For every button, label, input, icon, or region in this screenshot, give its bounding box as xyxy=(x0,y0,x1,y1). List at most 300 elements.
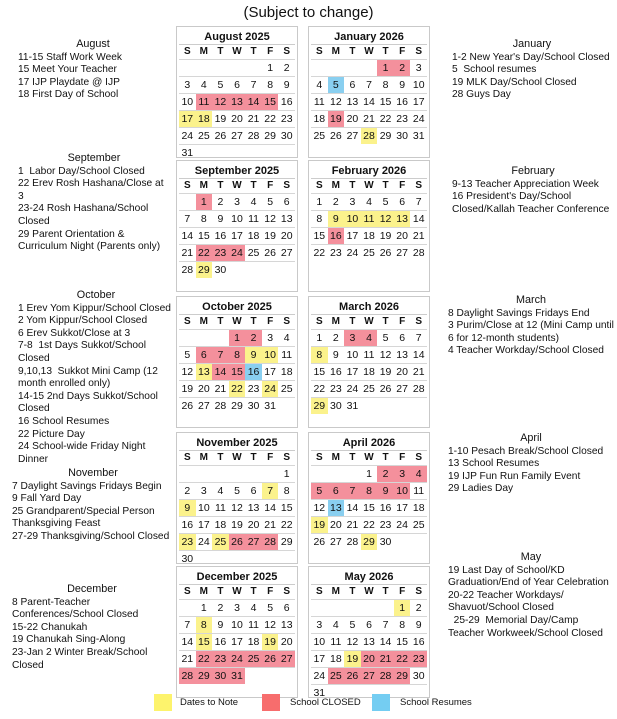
day-cell: 14 xyxy=(212,363,229,380)
weekday-label: W xyxy=(229,450,246,465)
calendar-title: April 2026 xyxy=(342,437,396,449)
day-cell: 16 xyxy=(328,227,345,244)
day-cell: 13 xyxy=(196,363,213,380)
day-cell: 25 xyxy=(328,667,345,684)
day-cell: 7 xyxy=(179,210,196,227)
notes-line: 11-15 Staff Work Week xyxy=(18,51,122,63)
notes-line: 7 Daylight Savings Fridays Begin xyxy=(12,480,162,492)
empty-day-cell xyxy=(179,599,196,616)
empty-day-cell xyxy=(262,550,279,567)
notes-april xyxy=(448,432,614,496)
day-cell: 27 xyxy=(245,533,262,550)
day-cell: 13 xyxy=(229,93,246,110)
day-cell: 10 xyxy=(179,93,196,110)
day-cell: 30 xyxy=(245,397,262,414)
weekday-label: M xyxy=(196,584,213,599)
day-cell: 10 xyxy=(344,346,361,363)
weekday-header xyxy=(311,450,427,465)
day-cell: 8 xyxy=(196,616,213,633)
day-cell: 10 xyxy=(344,210,361,227)
day-cell: 5 xyxy=(344,616,361,633)
day-cell: 27 xyxy=(196,397,213,414)
day-cell: 21 xyxy=(212,380,229,397)
day-cell: 13 xyxy=(394,210,411,227)
empty-day-cell xyxy=(344,59,361,76)
day-grid xyxy=(311,599,427,701)
day-grid xyxy=(311,193,427,261)
weekday-label: T xyxy=(377,314,394,329)
day-cell: 17 xyxy=(394,499,411,516)
day-cell: 21 xyxy=(410,363,427,380)
day-cell: 11 xyxy=(212,499,229,516)
legend-swatch-closed xyxy=(262,694,280,711)
day-cell: 31 xyxy=(229,667,246,684)
weekday-label: W xyxy=(229,178,246,193)
weekday-label: S xyxy=(278,44,295,59)
day-cell: 11 xyxy=(245,616,262,633)
day-cell: 17 xyxy=(179,110,196,127)
day-cell: 15 xyxy=(394,633,411,650)
day-cell: 12 xyxy=(311,499,328,516)
day-cell: 20 xyxy=(394,363,411,380)
weekday-label: M xyxy=(196,450,213,465)
day-cell: 26 xyxy=(328,127,345,144)
weekday-label: T xyxy=(344,584,361,599)
day-cell: 22 xyxy=(311,380,328,397)
weekday-label: S xyxy=(179,584,196,599)
day-cell: 2 xyxy=(278,59,295,76)
day-cell: 15 xyxy=(377,93,394,110)
empty-day-cell xyxy=(229,465,246,482)
notes-month-title: December xyxy=(67,583,117,595)
empty-day-cell xyxy=(361,59,378,76)
day-cell: 18 xyxy=(212,516,229,533)
weekday-label: S xyxy=(179,44,196,59)
weekday-label: S xyxy=(311,584,328,599)
day-cell: 4 xyxy=(361,193,378,210)
calendar-title: January 2026 xyxy=(334,31,404,43)
day-cell: 28 xyxy=(344,533,361,550)
weekday-label: M xyxy=(328,314,345,329)
day-cell: 26 xyxy=(262,244,279,261)
day-cell: 12 xyxy=(377,210,394,227)
day-cell: 13 xyxy=(278,616,295,633)
weekday-label: T xyxy=(245,178,262,193)
weekday-header xyxy=(311,44,427,59)
weekday-label: S xyxy=(311,178,328,193)
day-cell: 19 xyxy=(262,633,279,650)
notes-line: 19 Chanukah Sing-Along xyxy=(12,634,126,646)
weekday-label: W xyxy=(229,584,246,599)
day-cell: 27 xyxy=(229,127,246,144)
empty-day-cell xyxy=(278,397,295,414)
day-cell: 20 xyxy=(361,650,378,667)
day-cell: 20 xyxy=(229,110,246,127)
day-cell: 28 xyxy=(179,261,196,278)
weekday-label: S xyxy=(179,178,196,193)
day-cell: 5 xyxy=(262,193,279,210)
day-cell: 1 xyxy=(196,193,213,210)
day-cell: 27 xyxy=(394,244,411,261)
notes-may xyxy=(448,551,614,640)
weekday-label: F xyxy=(262,178,279,193)
weekday-label: T xyxy=(245,450,262,465)
empty-day-cell xyxy=(394,397,411,414)
weekday-label: T xyxy=(377,44,394,59)
day-cell: 22 xyxy=(196,244,213,261)
day-cell: 25 xyxy=(278,380,295,397)
day-cell: 15 xyxy=(229,363,246,380)
day-cell: 8 xyxy=(361,482,378,499)
legend-label-resumes: School Resumes xyxy=(400,697,472,708)
day-cell: 26 xyxy=(377,244,394,261)
day-cell: 20 xyxy=(344,110,361,127)
empty-day-cell xyxy=(311,599,328,616)
day-cell: 15 xyxy=(311,363,328,380)
day-cell: 27 xyxy=(278,650,295,667)
notes-line: 16 School Resumes xyxy=(18,415,110,427)
day-cell: 25 xyxy=(410,516,427,533)
day-cell: 31 xyxy=(410,127,427,144)
notes-line: 28 Guys Day xyxy=(452,89,511,101)
day-cell: 7 xyxy=(262,482,279,499)
empty-day-cell xyxy=(229,550,246,567)
empty-day-cell xyxy=(262,144,279,161)
day-grid xyxy=(179,599,295,684)
day-cell: 20 xyxy=(196,380,213,397)
weekday-label: T xyxy=(377,178,394,193)
weekday-label: S xyxy=(278,178,295,193)
day-cell: 17 xyxy=(344,227,361,244)
day-cell: 14 xyxy=(179,633,196,650)
empty-day-cell xyxy=(196,59,213,76)
day-cell: 6 xyxy=(278,599,295,616)
day-cell: 1 xyxy=(262,59,279,76)
empty-day-cell xyxy=(229,144,246,161)
empty-day-cell xyxy=(311,465,328,482)
day-cell: 2 xyxy=(377,465,394,482)
day-cell: 24 xyxy=(179,127,196,144)
day-cell: 16 xyxy=(245,363,262,380)
day-cell: 8 xyxy=(311,210,328,227)
day-grid xyxy=(311,329,427,414)
day-cell: 25 xyxy=(245,650,262,667)
weekday-label: T xyxy=(377,450,394,465)
day-cell: 11 xyxy=(328,633,345,650)
day-cell: 13 xyxy=(394,346,411,363)
notes-line: 22 Picture Day xyxy=(18,428,85,440)
weekday-label: S xyxy=(311,44,328,59)
calendar-title: August 2025 xyxy=(204,31,270,43)
day-cell: 4 xyxy=(410,465,427,482)
day-cell: 26 xyxy=(212,127,229,144)
day-cell: 8 xyxy=(196,210,213,227)
day-cell: 18 xyxy=(410,499,427,516)
calendar-november-2025 xyxy=(176,432,298,564)
day-cell: 12 xyxy=(262,210,279,227)
empty-day-cell xyxy=(410,397,427,414)
weekday-label: T xyxy=(212,44,229,59)
calendar-january-2026 xyxy=(308,26,430,158)
empty-day-cell xyxy=(212,550,229,567)
notes-line: 17 IJP Playdate @ IJP xyxy=(18,76,120,88)
day-cell: 4 xyxy=(245,599,262,616)
day-cell: 24 xyxy=(196,533,213,550)
day-cell: 18 xyxy=(278,363,295,380)
weekday-header xyxy=(179,584,295,599)
weekday-label: T xyxy=(245,44,262,59)
day-cell: 7 xyxy=(377,616,394,633)
weekday-label: W xyxy=(361,450,378,465)
day-cell: 11 xyxy=(311,93,328,110)
day-cell: 4 xyxy=(196,76,213,93)
notes-line: 19 Last Day of School/KD Graduation/End of Year Celebration xyxy=(448,564,609,589)
day-cell: 9 xyxy=(278,76,295,93)
notes-line: 29 Ladies Day xyxy=(448,483,514,495)
day-cell: 24 xyxy=(311,667,328,684)
day-cell: 12 xyxy=(262,616,279,633)
day-cell: 21 xyxy=(262,516,279,533)
day-grid xyxy=(311,465,427,550)
day-cell: 1 xyxy=(311,193,328,210)
day-cell: 28 xyxy=(179,667,196,684)
day-cell: 9 xyxy=(245,346,262,363)
weekday-label: S xyxy=(278,314,295,329)
day-cell: 15 xyxy=(196,227,213,244)
day-cell: 12 xyxy=(229,499,246,516)
day-cell: 28 xyxy=(262,533,279,550)
empty-day-cell xyxy=(229,59,246,76)
day-cell: 18 xyxy=(361,363,378,380)
day-cell: 6 xyxy=(394,193,411,210)
day-cell: 5 xyxy=(262,599,279,616)
day-cell: 2 xyxy=(328,329,345,346)
empty-day-cell xyxy=(377,397,394,414)
notes-december xyxy=(12,583,172,672)
notes-january xyxy=(452,38,612,102)
empty-day-cell xyxy=(361,599,378,616)
empty-day-cell xyxy=(245,144,262,161)
weekday-label: S xyxy=(179,314,196,329)
weekday-label: M xyxy=(328,44,345,59)
calendar-title: December 2025 xyxy=(196,571,278,583)
day-cell: 14 xyxy=(179,227,196,244)
notes-line: 18 First Day of School xyxy=(18,89,119,101)
empty-day-cell xyxy=(245,261,262,278)
day-cell: 17 xyxy=(311,650,328,667)
day-cell: 2 xyxy=(212,193,229,210)
day-cell: 23 xyxy=(245,380,262,397)
weekday-label: F xyxy=(262,584,279,599)
day-cell: 1 xyxy=(311,329,328,346)
day-cell: 30 xyxy=(179,550,196,567)
day-cell: 16 xyxy=(328,363,345,380)
day-cell: 10 xyxy=(410,76,427,93)
day-cell: 29 xyxy=(394,667,411,684)
notes-line: 9,10,13 Sukkot Mini Camp (12 month enrolled only) xyxy=(18,365,161,390)
empty-day-cell xyxy=(328,465,345,482)
day-cell: 17 xyxy=(410,93,427,110)
notes-line: 8 Parent-Teacher Conferences/School Closed xyxy=(12,596,139,621)
notes-october xyxy=(18,289,174,466)
day-cell: 13 xyxy=(245,499,262,516)
weekday-label: T xyxy=(344,178,361,193)
weekday-label: M xyxy=(196,314,213,329)
day-cell: 14 xyxy=(262,499,279,516)
weekday-label: F xyxy=(262,314,279,329)
weekday-label: T xyxy=(212,178,229,193)
day-grid xyxy=(311,59,427,144)
day-cell: 9 xyxy=(179,499,196,516)
day-cell: 3 xyxy=(410,59,427,76)
day-cell: 15 xyxy=(278,499,295,516)
weekday-label: S xyxy=(278,584,295,599)
day-cell: 20 xyxy=(245,516,262,533)
day-cell: 21 xyxy=(361,110,378,127)
notes-line: 15-22 Chanukah xyxy=(12,621,88,633)
empty-day-cell xyxy=(212,329,229,346)
day-cell: 31 xyxy=(311,684,328,701)
empty-day-cell xyxy=(278,144,295,161)
notes-line: 22 Erev Rosh Hashana/Close at 3 xyxy=(18,178,167,202)
day-cell: 19 xyxy=(311,516,328,533)
day-cell: 17 xyxy=(262,363,279,380)
empty-day-cell xyxy=(179,193,196,210)
day-cell: 18 xyxy=(361,227,378,244)
day-cell: 24 xyxy=(262,380,279,397)
calendar-may-2026 xyxy=(308,566,430,698)
day-cell: 28 xyxy=(410,244,427,261)
day-cell: 8 xyxy=(311,346,328,363)
day-cell: 10 xyxy=(229,210,246,227)
page-subtitle: (Subject to change) xyxy=(243,4,374,21)
day-cell: 18 xyxy=(311,110,328,127)
day-cell: 3 xyxy=(394,465,411,482)
day-cell: 29 xyxy=(262,127,279,144)
notes-line: 1-2 New Year's Day/School Closed xyxy=(452,51,610,63)
day-cell: 10 xyxy=(196,499,213,516)
day-cell: 19 xyxy=(377,363,394,380)
weekday-label: W xyxy=(229,44,246,59)
notes-line: 19 IJP Fun Run Family Event xyxy=(448,470,581,482)
day-cell: 19 xyxy=(344,650,361,667)
day-cell: 7 xyxy=(410,193,427,210)
day-cell: 9 xyxy=(410,616,427,633)
day-cell: 26 xyxy=(311,533,328,550)
day-cell: 8 xyxy=(377,76,394,93)
day-cell: 11 xyxy=(410,482,427,499)
notes-march xyxy=(448,294,617,358)
notes-month-title: May xyxy=(520,551,542,563)
weekday-label: S xyxy=(278,450,295,465)
calendar-title: September 2025 xyxy=(194,165,280,177)
day-cell: 26 xyxy=(377,380,394,397)
notes-line: 16 President's Day/School Closed/Kallah Teacher Conference xyxy=(452,191,610,215)
day-cell: 15 xyxy=(262,93,279,110)
empty-day-cell xyxy=(196,329,213,346)
weekday-label: T xyxy=(344,450,361,465)
empty-day-cell xyxy=(410,533,427,550)
day-cell: 7 xyxy=(212,346,229,363)
day-cell: 3 xyxy=(262,329,279,346)
day-cell: 24 xyxy=(229,650,246,667)
day-cell: 6 xyxy=(229,76,246,93)
day-cell: 28 xyxy=(361,127,378,144)
notes-month-title: April xyxy=(520,432,542,444)
empty-day-cell xyxy=(245,465,262,482)
day-cell: 25 xyxy=(361,380,378,397)
weekday-label: S xyxy=(410,178,427,193)
day-cell: 14 xyxy=(377,633,394,650)
day-cell: 30 xyxy=(212,667,229,684)
day-cell: 1 xyxy=(196,599,213,616)
day-cell: 16 xyxy=(377,499,394,516)
calendar-december-2025 xyxy=(176,566,298,698)
day-cell: 23 xyxy=(278,110,295,127)
day-cell: 10 xyxy=(229,616,246,633)
day-cell: 31 xyxy=(179,144,196,161)
day-cell: 14 xyxy=(344,499,361,516)
day-cell: 23 xyxy=(410,650,427,667)
day-cell: 3 xyxy=(179,76,196,93)
day-cell: 29 xyxy=(377,127,394,144)
empty-day-cell xyxy=(262,667,279,684)
weekday-label: W xyxy=(229,314,246,329)
day-cell: 3 xyxy=(229,193,246,210)
weekday-label: F xyxy=(394,314,411,329)
day-grid xyxy=(179,465,295,567)
day-cell: 7 xyxy=(179,616,196,633)
day-cell: 22 xyxy=(311,244,328,261)
notes-line: 1 Labor Day/School Closed xyxy=(18,165,145,177)
day-cell: 4 xyxy=(278,329,295,346)
day-cell: 29 xyxy=(278,533,295,550)
day-cell: 11 xyxy=(196,93,213,110)
day-cell: 12 xyxy=(344,633,361,650)
day-cell: 17 xyxy=(229,633,246,650)
day-cell: 27 xyxy=(361,667,378,684)
day-cell: 1 xyxy=(278,465,295,482)
day-cell: 20 xyxy=(328,516,345,533)
weekday-header xyxy=(179,44,295,59)
notes-line: 13 School Resumes xyxy=(448,458,540,470)
weekday-label: T xyxy=(212,584,229,599)
empty-day-cell xyxy=(196,550,213,567)
day-cell: 25 xyxy=(311,127,328,144)
day-grid xyxy=(179,59,295,161)
calendar-september-2025 xyxy=(176,160,298,292)
day-cell: 23 xyxy=(212,244,229,261)
day-grid xyxy=(179,193,295,278)
day-cell: 21 xyxy=(410,227,427,244)
day-cell: 6 xyxy=(328,482,345,499)
notes-line: 1 Erev Yom Kippur/School Closed xyxy=(18,302,171,314)
day-cell: 2 xyxy=(179,482,196,499)
weekday-label: M xyxy=(196,178,213,193)
weekday-header xyxy=(179,314,295,329)
notes-line: 5 School resumes xyxy=(452,64,537,76)
day-cell: 5 xyxy=(328,76,345,93)
empty-day-cell xyxy=(262,465,279,482)
weekday-label: T xyxy=(245,584,262,599)
day-cell: 10 xyxy=(311,633,328,650)
weekday-label: T xyxy=(245,314,262,329)
calendar-title: March 2026 xyxy=(339,301,399,313)
empty-day-cell xyxy=(229,261,246,278)
day-cell: 25 xyxy=(245,244,262,261)
weekday-header xyxy=(311,178,427,193)
weekday-label: W xyxy=(361,584,378,599)
